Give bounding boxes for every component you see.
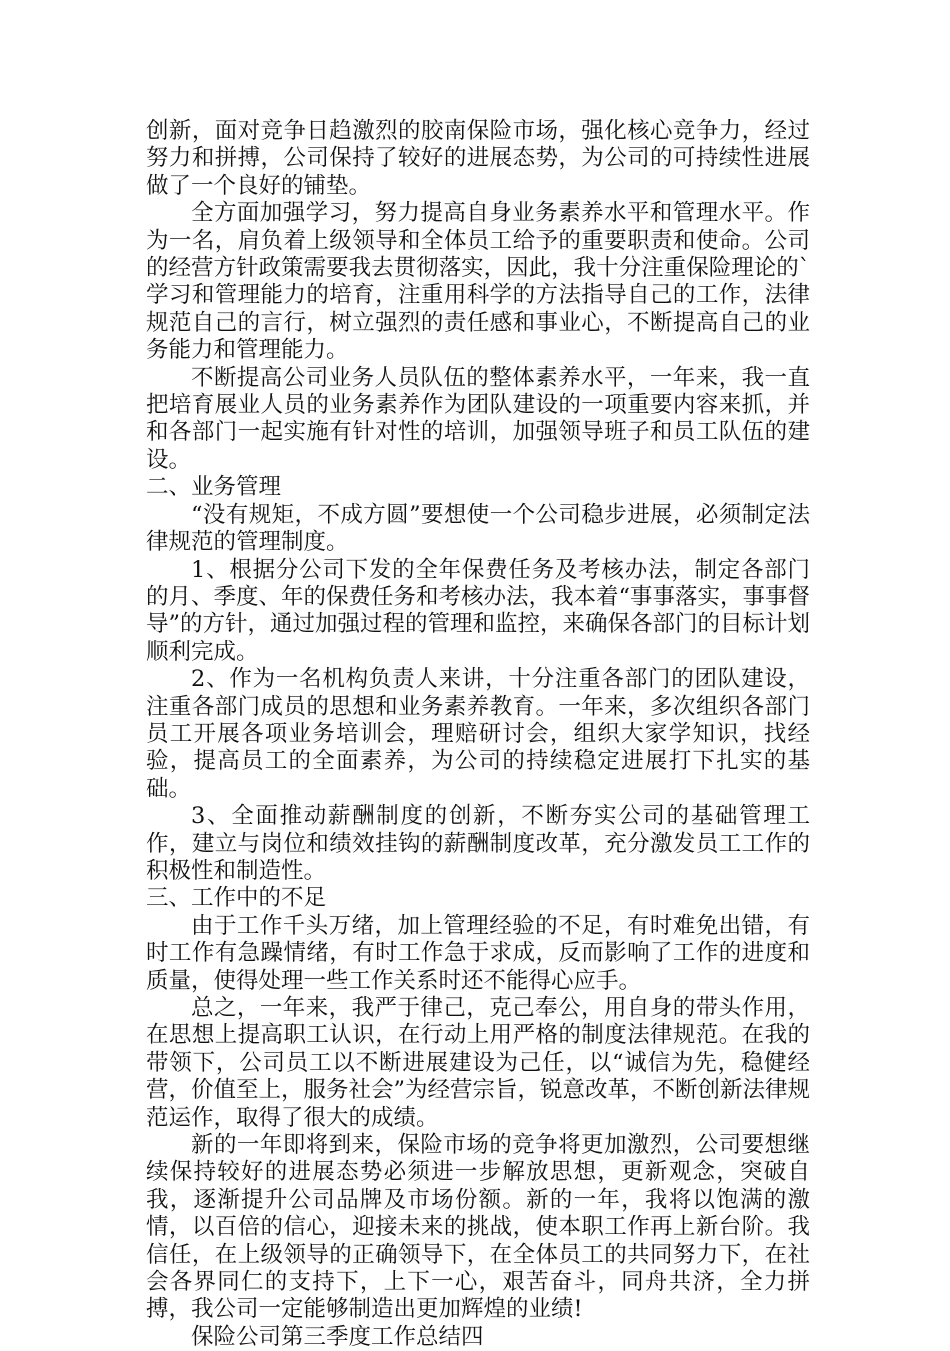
paragraph-team-quality: 不断提高公司业务人员队伍的整体素养水平，一年来，我一直把培育展业人员的业务素养作为团队建设的一项重要内容来抓，并和各部门一起实施有针对性的培训，加强领导班子和员工队伍的建设。	[146, 364, 810, 473]
paragraph-shortcomings: 由于工作千头万绪，加上管理经验的不足，有时难免出错，有时工作有急躁情绪，有时工作急于求成，反而影响了工作的进度和质量，使得处理一些工作关系时还不能得心应手。	[146, 912, 810, 994]
paragraph-summary: 总之，一年来，我严于律己，克己奉公，用自身的带头作用，在思想上提高职工认识，在行动上用严格的制度法律规范。在我的带领下，公司员工以不断进展建设为己任，以“诚信为先，稳健经营，价值至上，服务社会”为经营宗旨，锐意改革，不断创新法律规范运作，取得了很大的成绩。	[146, 995, 811, 1131]
list-item-2: 2、作为一名机构负责人来讲，十分注重各部门的团队建设，注重各部门成员的思想和业务素养教育。一年来，多次组织各部门员工开展各项业务培训会，理赔研讨会，组织大家学知识，找经验，提高员工的全面素养，为公司的持续稳定进展打下扎实的基础。	[146, 666, 810, 802]
section-heading-business-management: 二、业务管理	[146, 474, 282, 501]
list-item-1: 1、根据分公司下发的全年保费任务及考核办法，制定各部门的月、季度、年的保费任务和考核办法，我本着“事事落实，事事督导”的方针，通过加强过程的管理和监控，来确保各部门的目标计划顺利完成。	[146, 556, 811, 665]
document-body	[146, 118, 810, 1351]
paragraph-rules: “没有规矩，不成方圆”要想使一个公司稳步进展，必须制定法律规范的管理制度。	[146, 501, 810, 556]
paragraph-continuation: 创新，面对竞争日趋激烈的胶南保险市场，强化核心竞争力，经过努力和拼搏，公司保持了较好的进展态势，为公司的可持续性进展做了一个良好的铺垫。	[146, 118, 810, 199]
paragraph-learning: 全方面加强学习，努力提高自身业务素养水平和管理水平。作为一名，肩负着上级领导和全体员工给予的重要职责和使命。公司的经营方针政策需要我去贯彻落实，因此，我十分注重保险理论的`学习和管理能力的培育，注重用科学的方法指导自己的工作，法律规范自己的言行，树立强烈的责任感和事业心，不断提高自己的业务能力和管理能力。	[146, 200, 810, 364]
next-document-title: 保险公司第三季度工作总结四	[191, 1323, 484, 1350]
paragraph-new-year: 新的一年即将到来，保险市场的竞争将更加激烈，公司要想继续保持较好的进展态势必须进一步解放思想，更新观念，突破自我，逐渐提升公司品牌及市场份额。新的一年，我将以饱满的激情，以百倍的信心，迎接未来的挑战，使本职工作再上新台阶。我信任，在上级领导的正确领导下，在全体员工的共同努力下，在社会各界同仁的支持下，上下一心，艰苦奋斗，同舟共济，全力拼搏，我公司一定能够制造出更加辉煌的业绩!	[146, 1132, 810, 1323]
section-heading-shortcomings: 三、工作中的不足	[146, 885, 327, 912]
list-item-3: 3、全面推动薪酬制度的创新，不断夯实公司的基础管理工作，建立与岗位和绩效挂钩的薪酬制度改革，充分激发员工工作的积极性和制造性。	[146, 803, 810, 884]
